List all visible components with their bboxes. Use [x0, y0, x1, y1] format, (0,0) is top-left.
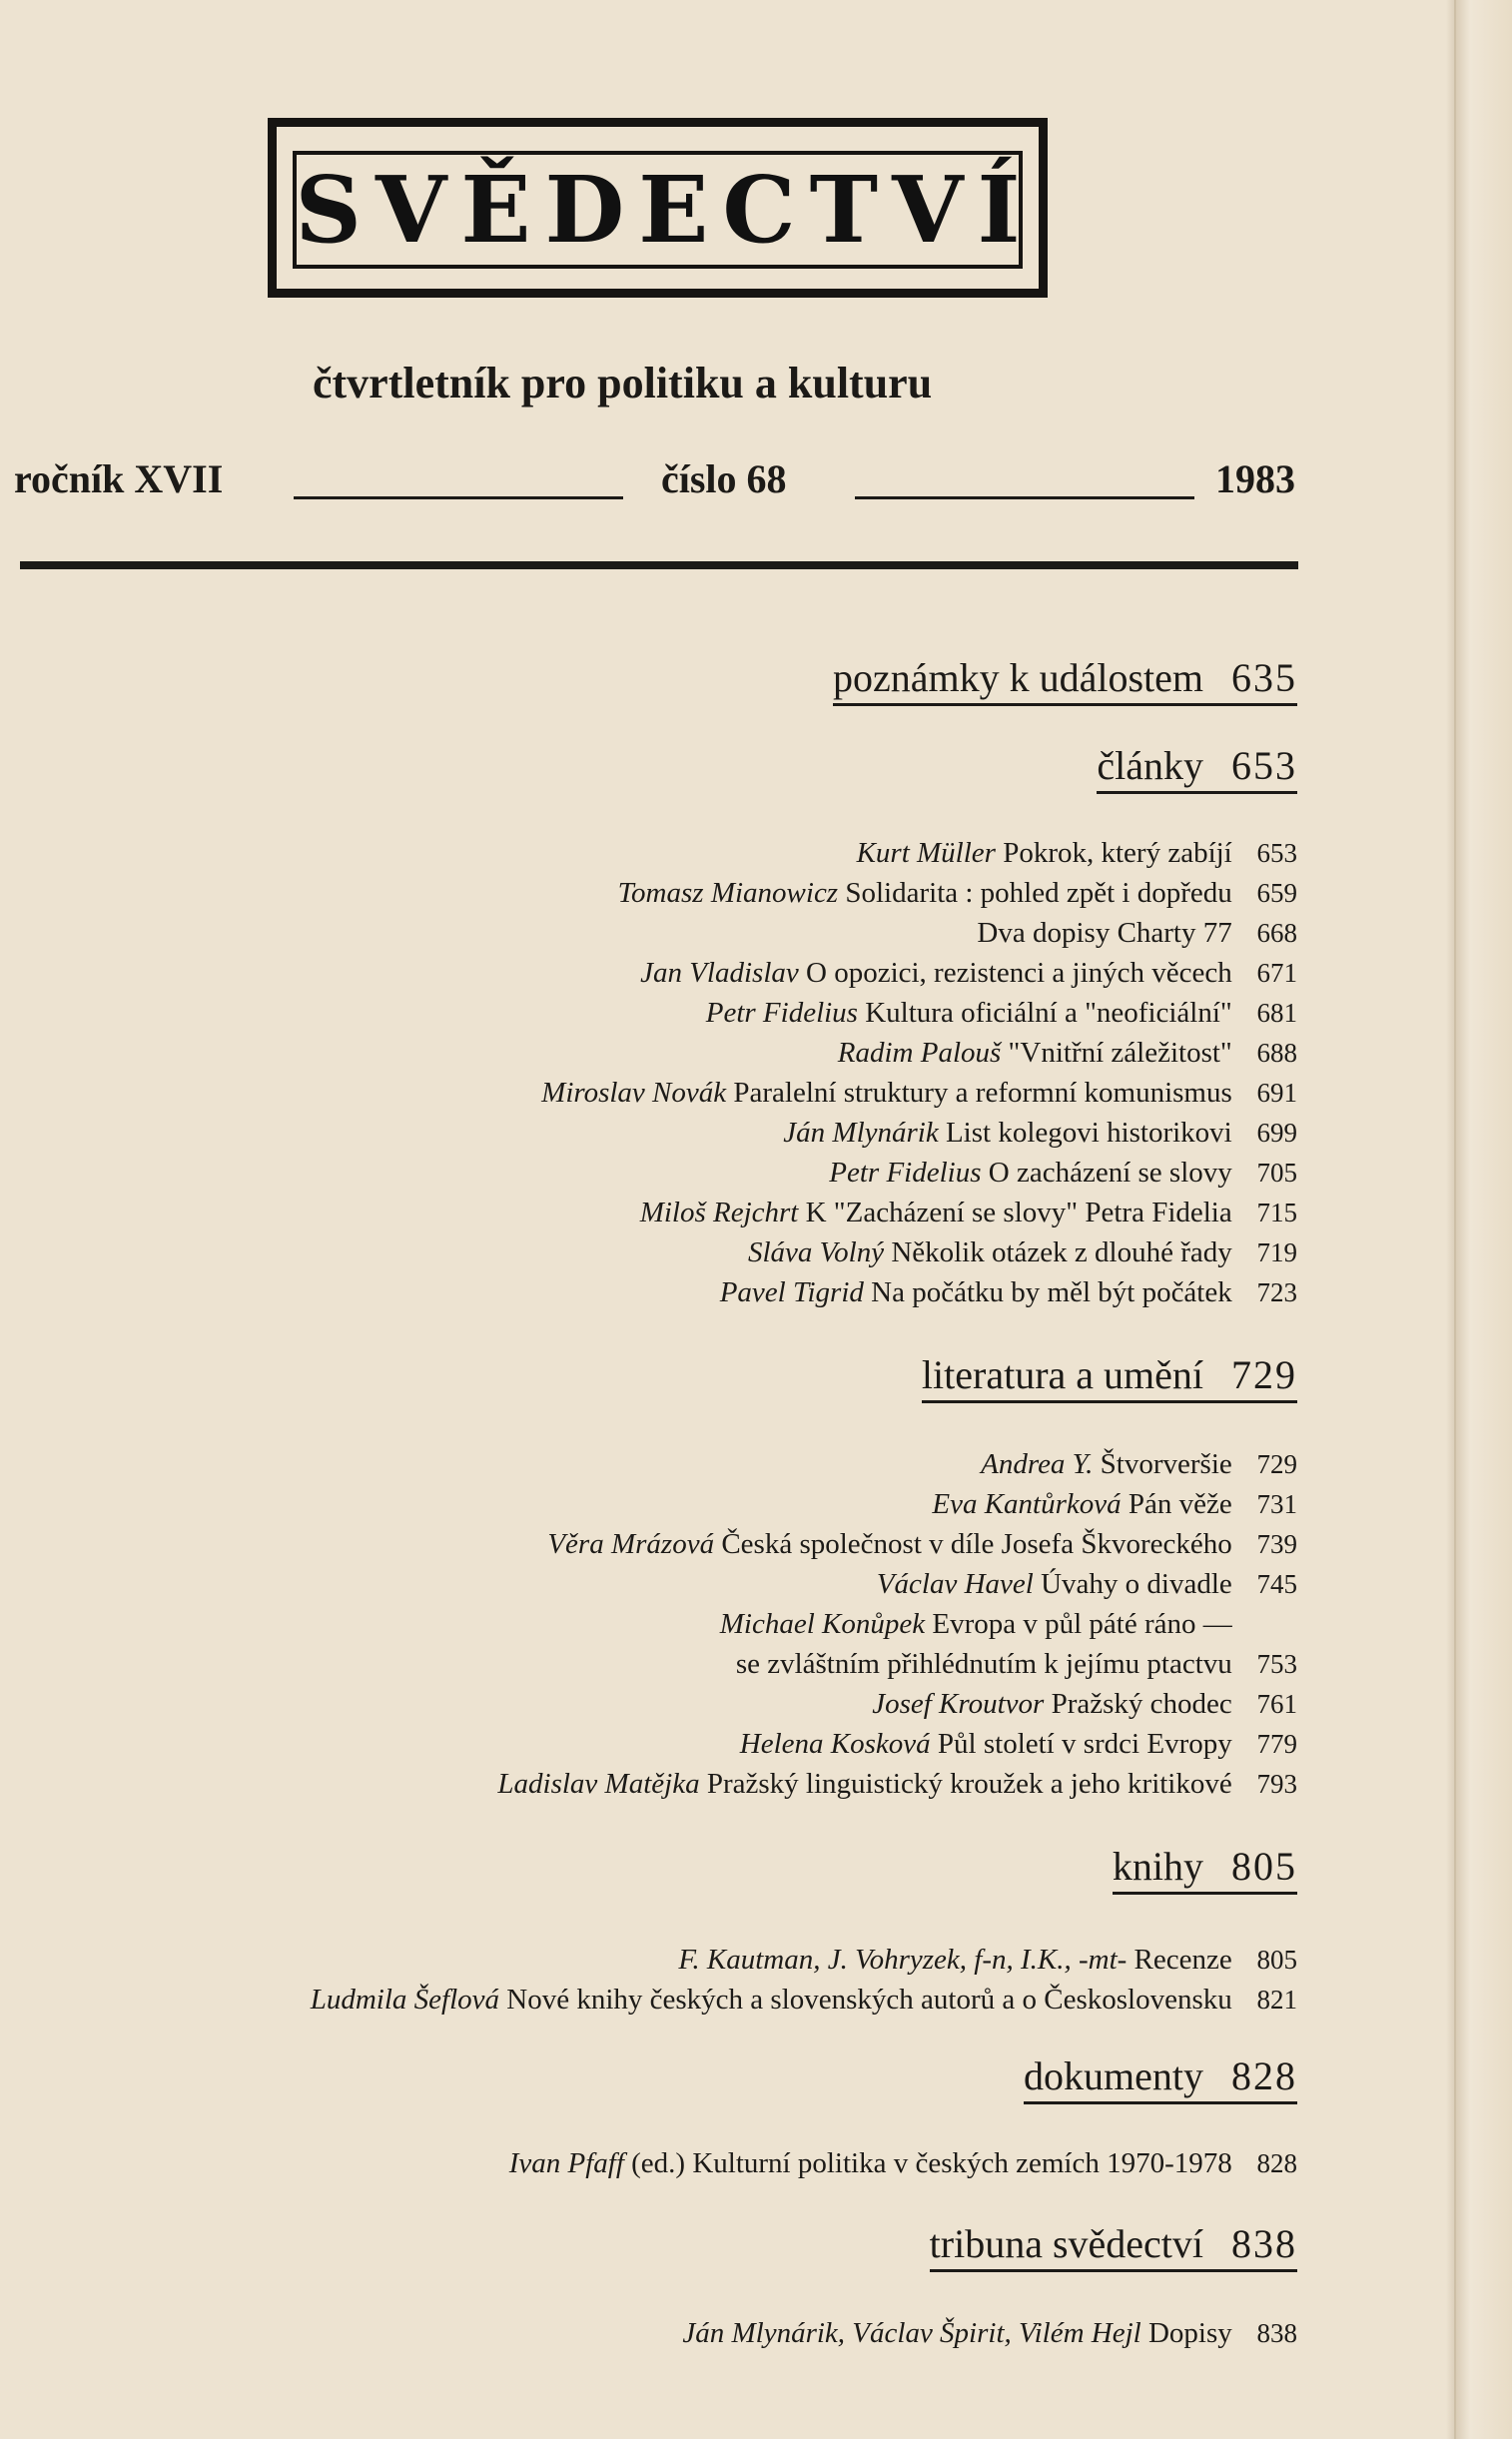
entry-page: 821: [1256, 1985, 1297, 2015]
toc-entry: [706, 993, 1297, 1033]
toc-entry: [981, 1444, 1297, 1484]
section-heading: [833, 655, 1297, 706]
entry-title: Několik otázek z dlouhé řady: [891, 1236, 1232, 1268]
entry-author: Ivan Pfaff: [508, 2147, 624, 2179]
entry-title: K "Zacházení se slovy" Petra Fidelia: [805, 1197, 1232, 1228]
entry-page: 745: [1256, 1569, 1297, 1599]
entry-author: Petr Fidelius: [829, 1157, 982, 1189]
entry-title: Nové knihy českých a slovenských autorů a o Československu: [506, 1984, 1232, 2016]
entry-author: Jan Vladislav: [640, 957, 799, 989]
toc-entry: [783, 1113, 1297, 1153]
entry-page: 699: [1256, 1118, 1297, 1148]
entry-author: Miloš Rejchrt: [639, 1197, 799, 1228]
entry-title: Dva dopisy Charty 77: [977, 917, 1232, 949]
entry-author: F. Kautman, J. Vohryzek, f-n, I.K., -mt-: [678, 1944, 1128, 1976]
entry-author: Kurt Müller: [856, 837, 996, 869]
entry-author: Ján Mlynárik, Václav Špirit, Vilém Hejl: [682, 2317, 1141, 2349]
section-title: tribuna svědectví: [929, 2221, 1203, 2266]
issue-info: [14, 455, 1302, 515]
header-divider: [20, 561, 1298, 569]
toc-entry: [509, 2143, 1297, 2183]
entry-page: 753: [1256, 1649, 1297, 1679]
masthead-frame: [268, 118, 1048, 298]
masthead-inner-frame: [293, 151, 1035, 269]
section-heading: [930, 2221, 1297, 2272]
section-page: 653: [1231, 743, 1297, 788]
entry-author: Sláva Volný: [747, 1236, 885, 1268]
entry-title: Pražský chodec: [1051, 1688, 1232, 1720]
entry-page: 719: [1256, 1237, 1297, 1267]
entry-author: Ludmila Šeflová: [310, 1984, 500, 2016]
section-title: literatura a umění: [921, 1352, 1203, 1397]
entry-author: Ladislav Matějka: [497, 1768, 700, 1800]
toc-entry: [838, 1033, 1297, 1073]
entry-page: 671: [1256, 958, 1297, 988]
section-title: poznámky k událostem: [832, 655, 1203, 700]
entry-title: Štvorveršie: [1100, 1448, 1232, 1480]
entry-page: 828: [1256, 2148, 1297, 2178]
entry-author: Helena Kosková: [739, 1728, 931, 1760]
entry-author: Petr Fidelius: [705, 997, 858, 1029]
entry-title: Dopisy: [1147, 2317, 1232, 2349]
toc-entry: [740, 1724, 1297, 1764]
section-page: 805: [1231, 1844, 1297, 1889]
journal-subtitle: čtvrtletník pro politiku a kulturu: [313, 359, 933, 407]
section-heading: [1097, 743, 1297, 794]
toc-entry: [640, 1193, 1297, 1232]
entry-title: Úvahy o divadle: [1041, 1568, 1232, 1600]
entry-author: Josef Kroutvor: [872, 1688, 1045, 1720]
entry-author: Eva Kantůrková: [932, 1488, 1122, 1520]
toc-entry: [618, 873, 1297, 913]
section-heading: [922, 1352, 1297, 1403]
entry-title: "Vnitřní záležitost": [1008, 1037, 1232, 1069]
toc-entry: [829, 1153, 1297, 1193]
entry-page: 705: [1256, 1158, 1297, 1188]
entry-page: 779: [1256, 1729, 1297, 1759]
toc-entry: [497, 1764, 1297, 1804]
toc-entry: [748, 1232, 1297, 1272]
entry-page: 805: [1256, 1945, 1297, 1975]
entry-title: O zacházení se slovy: [988, 1157, 1232, 1189]
entry-title: se zvláštním přihlédnutím k jejímu ptactvu: [735, 1648, 1232, 1680]
entry-author: Václav Havel: [876, 1568, 1034, 1600]
issue-year: 1983: [1215, 456, 1295, 501]
section-title: knihy: [1112, 1844, 1203, 1889]
toc-entry: [720, 1272, 1297, 1312]
entry-page: 659: [1256, 878, 1297, 908]
entry-title: Na počátku by měl být počátek: [871, 1276, 1232, 1308]
entry-author: Ján Mlynárik: [783, 1117, 939, 1149]
toc-entry: [547, 1524, 1297, 1564]
entry-page: 668: [1256, 918, 1297, 948]
section-page: 828: [1231, 2053, 1297, 2098]
entry-author: Michael Konůpek: [719, 1608, 926, 1640]
toc-entry: [736, 1644, 1297, 1684]
entry-page: 681: [1256, 998, 1297, 1028]
info-rule-right: [855, 496, 1194, 499]
entry-author: Andrea Y.: [981, 1448, 1094, 1480]
entry-title: Půl století v srdci Evropy: [937, 1728, 1232, 1760]
toc-entry: [678, 1940, 1297, 1980]
entry-title: Solidarita : pohled zpět i dopředu: [845, 877, 1232, 909]
entry-page: 691: [1256, 1078, 1297, 1108]
entry-page: 793: [1256, 1769, 1297, 1799]
entry-author: Miroslav Novák: [541, 1077, 727, 1109]
entry-page: 715: [1256, 1198, 1297, 1227]
toc-entry: [932, 1484, 1297, 1524]
section-heading: [1024, 2053, 1297, 2104]
entry-page: 838: [1256, 2318, 1297, 2348]
entry-page: 761: [1256, 1689, 1297, 1719]
entry-title: Pán věže: [1128, 1488, 1232, 1520]
toc-entry: [640, 953, 1297, 993]
journal-title: SVĚDECTVÍ: [295, 156, 1035, 264]
entry-title: Evropa v půl páté ráno —: [932, 1608, 1232, 1640]
entry-page: 723: [1256, 1277, 1297, 1307]
toc-entry: [720, 1604, 1297, 1644]
entry-author: Tomasz Mianowicz: [617, 877, 839, 909]
info-rule-left: [294, 496, 623, 499]
section-page: 838: [1231, 2221, 1297, 2266]
entry-page: 688: [1256, 1038, 1297, 1068]
issue-number: číslo 68: [661, 456, 787, 501]
section-page: 729: [1231, 1352, 1297, 1397]
entry-title: Česká společnost v díle Josefa Škvoreckého: [721, 1528, 1232, 1560]
toc-entry: [682, 2313, 1297, 2353]
entry-title: Paralelní struktury a reformní komunismus: [733, 1077, 1232, 1109]
page-edge: [1454, 0, 1512, 2439]
entry-title: Pražský linguistický kroužek a jeho kritikové: [706, 1768, 1232, 1800]
section-heading: [1113, 1844, 1297, 1895]
entry-author: Věra Mrázová: [547, 1528, 715, 1560]
entry-page: 653: [1256, 838, 1297, 868]
toc-entry: [541, 1073, 1297, 1113]
entry-title: O opozici, rezistenci a jiných věcech: [806, 957, 1232, 989]
toc-entry: [877, 1564, 1297, 1604]
section-title: články: [1097, 743, 1203, 788]
entry-title: Kultura oficiální a "neoficiální": [865, 997, 1232, 1029]
entry-author: Pavel Tigrid: [719, 1276, 864, 1308]
toc-entry: [977, 913, 1297, 953]
toc-entry: [311, 1980, 1297, 2020]
volume-label: ročník XVII: [14, 456, 224, 501]
entry-title: Recenze: [1134, 1944, 1232, 1976]
entry-page: 731: [1256, 1489, 1297, 1519]
entry-title: List kolegovi historikovi: [945, 1117, 1232, 1149]
entry-page: 739: [1256, 1529, 1297, 1559]
section-page: 635: [1231, 655, 1297, 700]
entry-title: (ed.) Kulturní politika v českých zemích 1970-1978: [631, 2147, 1232, 2179]
entry-author: Radim Palouš: [837, 1037, 1002, 1069]
toc-entry: [872, 1684, 1297, 1724]
toc-entry: [857, 833, 1297, 873]
entry-title: Pokrok, který zabíjí: [1003, 837, 1232, 869]
entry-page: 729: [1256, 1449, 1297, 1479]
section-title: dokumenty: [1024, 2053, 1203, 2098]
